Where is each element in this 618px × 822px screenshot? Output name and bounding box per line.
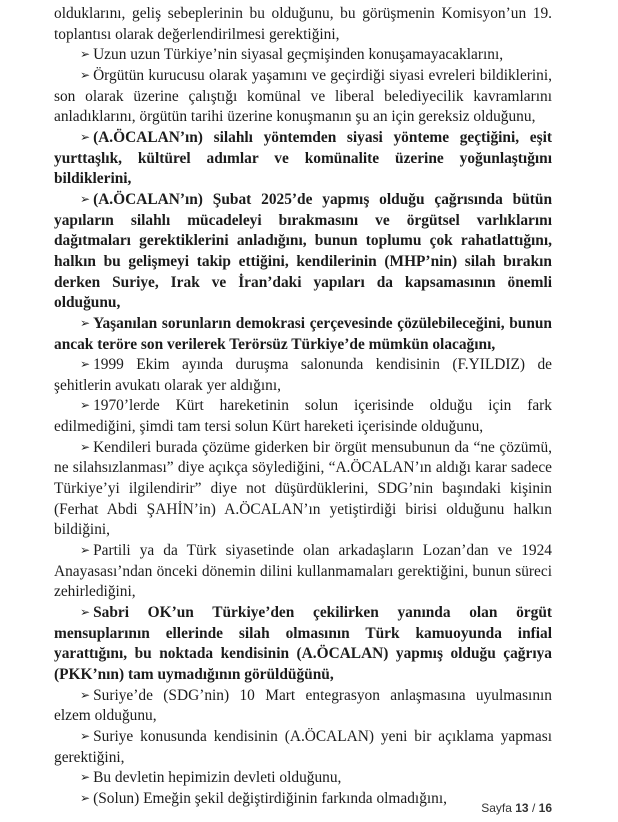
bullet-paragraph-7: ➢ 1970’lerde Kürt hareketinin solun içerisinde olduğu için fark edilmediğini, şimdi tam tersi solun Kürt hareketi içerisinde olduğunu,	[54, 397, 552, 436]
bullet-paragraph-11: ➢ Suriye’de (SDG’nin) 10 Mart entegrasyon anlaşmasına uyulmasının elzem olduğunu,	[54, 686, 552, 725]
current-page-number: 13	[515, 801, 529, 815]
arrow-bullet-icon: ➢	[80, 315, 91, 330]
arrow-bullet-icon: ➢	[80, 357, 91, 372]
arrow-bullet-icon: ➢	[80, 687, 91, 702]
page-number-footer	[481, 801, 552, 815]
bullet-paragraph-8: ➢ Kendileri burada çözüme giderken bir örgüt mensubunun da “ne çözümü, ne silahsızlanması” diye açıkça söylediğini, “A.ÖCALAN’ın aldığı karar sadece Türkiye’yi ilgilendirir” diye not düşürdüklerini, SDG’nin başındaki kişinin (Ferhat Abdi ŞAHİN’in) A.ÖCALAN’ın yetiştirdiği birisi olduğunu halkın bildiğini,	[54, 438, 552, 539]
arrow-bullet-icon: ➢	[80, 728, 91, 743]
arrow-bullet-icon: ➢	[80, 790, 91, 805]
bullet-paragraph-12: ➢ Suriye konusunda kendisinin (A.ÖCALAN) yeni bir açıklama yapması gerektiğini,	[54, 727, 552, 766]
arrow-bullet-icon: ➢	[80, 129, 91, 144]
document-page	[54, 4, 552, 810]
arrow-bullet-icon: ➢	[80, 543, 91, 558]
bullet-paragraph-4: ➢ (A.ÖCALAN’ın) Şubat 2025’de yapmış olduğu çağrısında bütün yapıların silahlı mücadeleyi bırakmasını ve örgütsel varlıklarını dağıtmaları gerektiklerini anladığını, bunun toplumu çok rahatlattığını, halkın bu gelişmeyi takip ettiğini, kendilerinin (MHP’nin) silah bırakın derken Suriye, Irak ve İran’daki yapıları da kapsamasının önemli olduğunu,	[54, 190, 552, 312]
arrow-bullet-icon: ➢	[80, 47, 91, 62]
arrow-bullet-icon: ➢	[80, 398, 91, 413]
bullet-paragraph-13: ➢ Bu devletin hepimizin devleti olduğunu,	[80, 769, 342, 787]
page-separator: /	[531, 801, 536, 815]
bullet-paragraph-1: ➢ Uzun uzun Türkiye’nin siyasal geçmişinden konuşamayacaklarını,	[80, 46, 504, 64]
bullet-paragraph-6: ➢ 1999 Ekim ayında duruşma salonunda kendisinin (F.YILDIZ) de şehitlerin avukatı olarak yer aldığını,	[54, 356, 552, 394]
arrow-bullet-icon: ➢	[80, 67, 91, 82]
bullet-paragraph-9: ➢ Partili ya da Türk siyasetinde olan arkadaşların Lozan’dan ve 1924 Anayasası’ndan önceki dönemin dilini kullanmamaları gerektiğini, bunun süreci zehirlediğini,	[54, 542, 552, 601]
arrow-bullet-icon: ➢	[80, 605, 91, 620]
bullet-paragraph-10: ➢ Sabri OK’un Türkiye’den çekilirken yanında olan örgüt mensuplarının ellerinde silah olmasının Türk kamuoyunda infial yarattığını, bu noktada kendisinin (A.ÖCALAN) yapmış olduğu çağrıya (PKK’nın) tam uymadığının görüldüğünü,	[54, 604, 552, 683]
total-pages-number: 16	[538, 801, 552, 815]
bullet-paragraph-2: ➢ Örgütün kurucusu olarak yaşamını ve geçirdiği siyasi evreleri bildiklerini, son olarak üzerine çalıştığı komünal ve liberal belediyecilik kavramlarını anladıklarını, örgütün tarihi üzerine konuşmanın şu an için gereksiz olduğunu,	[54, 66, 552, 126]
arrow-bullet-icon: ➢	[80, 191, 91, 206]
page-label: Sayfa	[481, 801, 512, 815]
bullet-paragraph-14: ➢ (Solun) Emeğin şekil değiştirdiğinin farkında olmadığını,	[80, 789, 447, 807]
bullet-paragraph-5: ➢ Yaşanılan sorunların demokrasi çerçevesinde çözülebileceğini, bunun ancak teröre son verilerek Terörsüz Türkiye’de mümkün olacağını,	[54, 314, 552, 353]
arrow-bullet-icon: ➢	[80, 770, 91, 785]
bullet-paragraph-3: ➢ (A.ÖCALAN’ın) silahlı yöntemden siyasi yönteme geçtiğini, eşit yurttaşlık, kültürel adımlar ve komünalite üzerine yoğunlaştığını bildiklerini,	[54, 128, 552, 188]
arrow-bullet-icon: ➢	[80, 439, 91, 454]
paragraph-0: olduklarını, geliş sebeplerinin bu olduğunu, bu görüşmenin Komisyon’un 19. toplantısı olarak değerlendirilmesi gerektiğini,	[54, 5, 552, 43]
